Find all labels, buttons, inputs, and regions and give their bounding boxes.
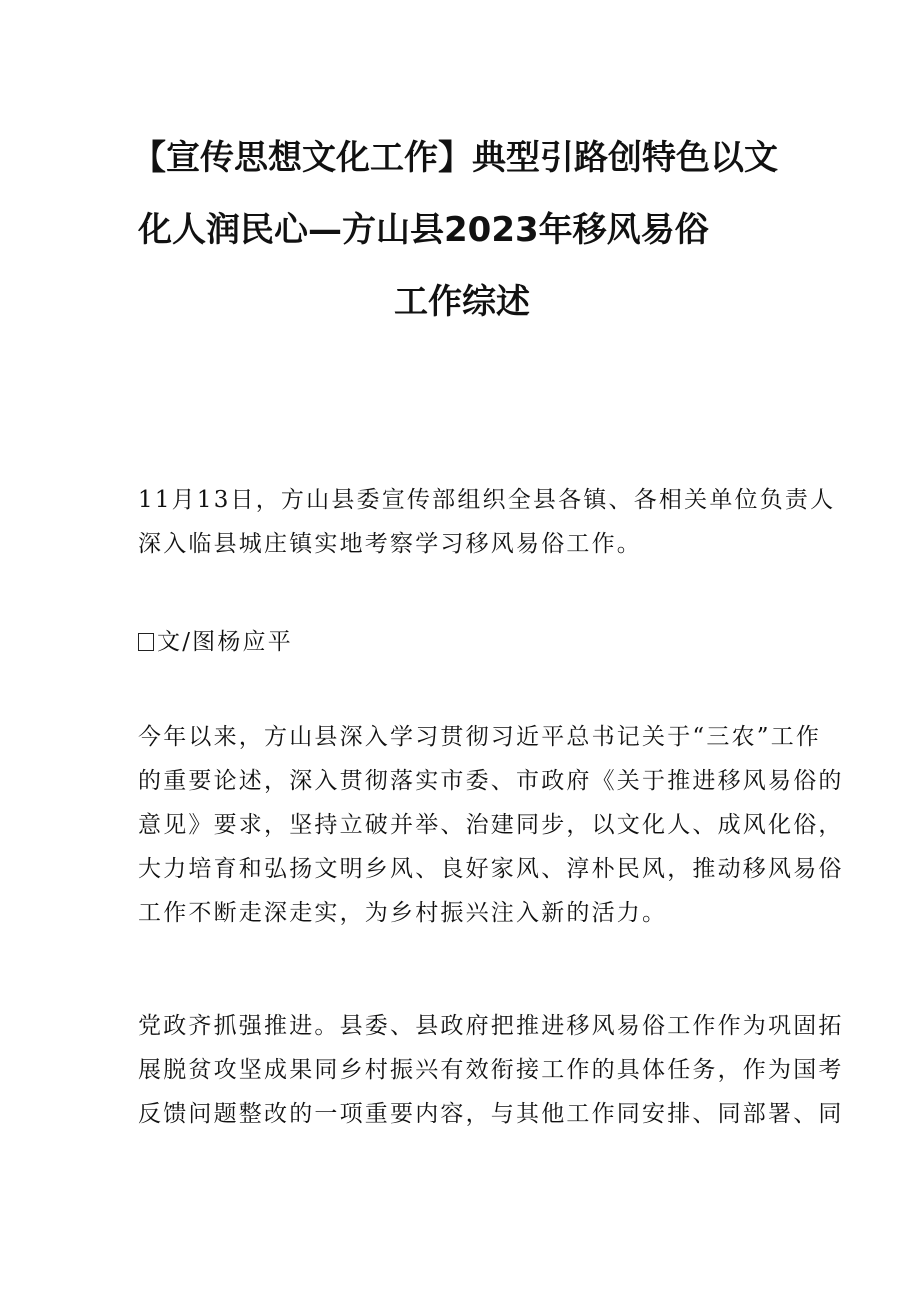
title-line-2: 化人润民心—方山县2023年移风易俗 (138, 210, 709, 250)
document-title (132, 140, 792, 356)
checkbox-icon (138, 633, 154, 651)
paragraph-event-date (138, 478, 836, 566)
title-line-1: 【宣传思想文化工作】典型引路创特色以文 (132, 138, 778, 178)
byline-text: 文/图杨应平 (157, 629, 293, 655)
paragraph-line: 反馈问题整改的一项重要内容，与其他工作同安排、同部署、同 (138, 1101, 844, 1127)
paragraph-line: 大力培育和弘扬文明乡风、良好家风、淳朴民风，推动移风易俗 (138, 856, 844, 882)
byline-line (138, 620, 788, 664)
paragraph-line: 11月13日，方山县委宣传部组织全县各镇、各相关单位负责人 (138, 487, 836, 513)
paragraph-leadership (138, 1004, 844, 1136)
paragraph-line: 工作不断走深走实，为乡村振兴注入新的活力。 (138, 900, 668, 926)
paragraph-line: 今年以来，方山县深入学习贯彻习近平总书记关于“三农”工作 (138, 724, 822, 750)
paragraph-intro (138, 715, 844, 935)
paragraph-line: 的重要论述，深入贯彻落实市委、市政府《关于推进移风易俗的 (138, 768, 844, 794)
paragraph-byline (138, 620, 788, 664)
paragraph-line: 党政齐抓强推进。县委、县政府把推进移风易俗工作作为巩固拓 (138, 1013, 844, 1039)
paragraph-line: 意见》要求，坚持立破并举、治建同步，以文化人、成风化俗， (138, 812, 844, 838)
paragraph-line: 深入临县城庄镇实地考察学习移风易俗工作。 (138, 531, 642, 557)
title-line-3: 工作综述 (394, 282, 530, 322)
paragraph-line: 展脱贫攻坚成果同乡村振兴有效衔接工作的具体任务，作为国考 (138, 1057, 844, 1083)
